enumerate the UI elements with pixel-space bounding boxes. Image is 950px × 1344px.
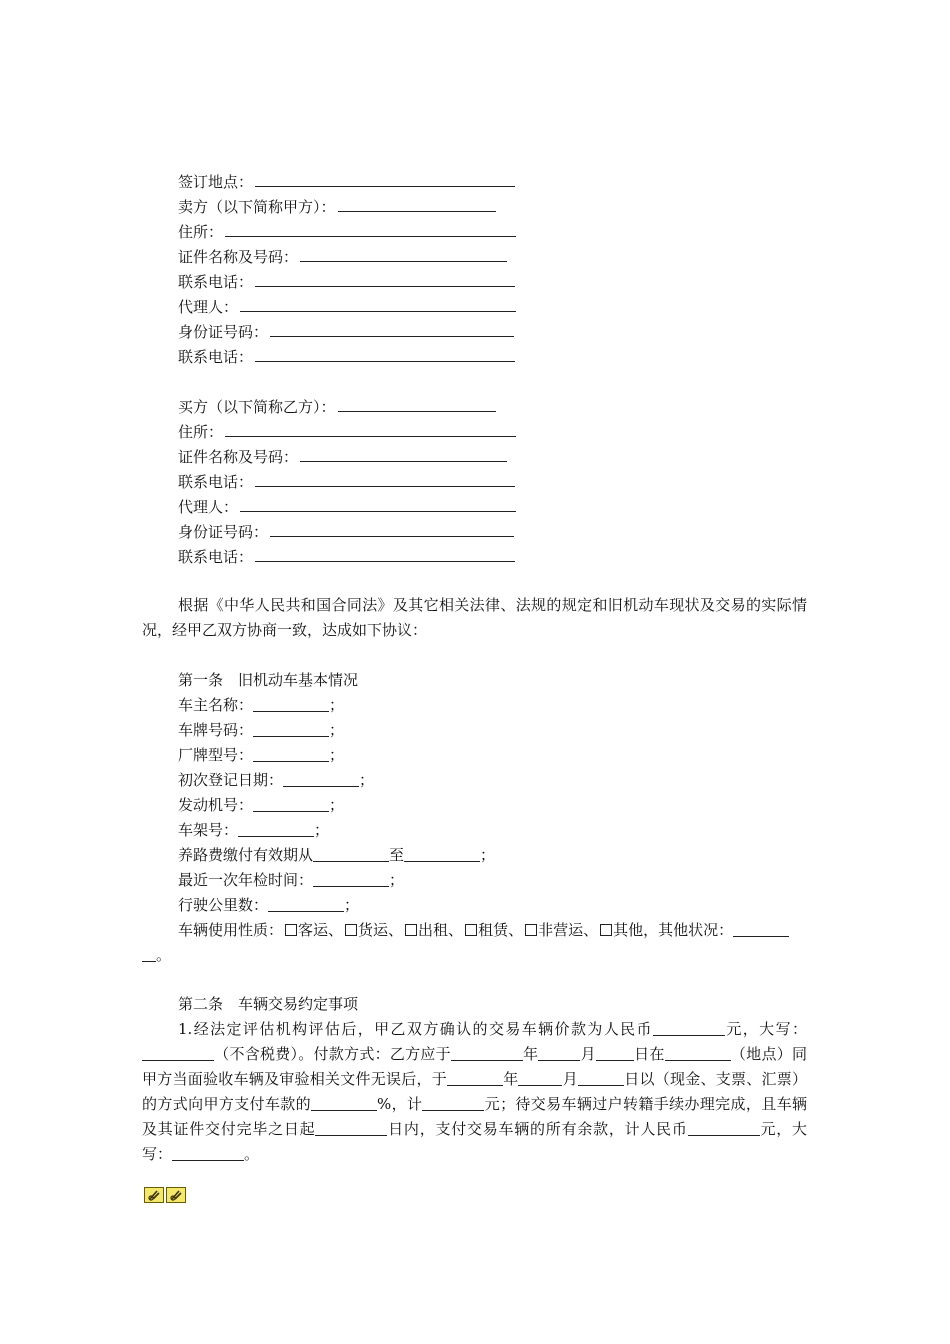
- phone2-a-field[interactable]: [255, 344, 515, 362]
- text-segment: 日内，支付交易车辆的所有余款，计人民币: [387, 1120, 688, 1138]
- balance-field[interactable]: [688, 1119, 760, 1136]
- label-owner: 车主名称：: [178, 696, 254, 714]
- label-id-no-b: 身份证号码：: [178, 523, 269, 541]
- article2-paragraph: [142, 1017, 807, 1167]
- usage-other: 其他，其他状况：: [613, 921, 734, 939]
- pay-year-field[interactable]: [451, 1044, 523, 1061]
- label-usage: 车辆使用性质：: [178, 921, 284, 939]
- price-caps-field[interactable]: [142, 1044, 214, 1061]
- article1-block: [178, 668, 495, 918]
- label-id-no-a: 身份证号码：: [178, 323, 269, 341]
- usage-block: [142, 918, 807, 968]
- usage-end: 。: [156, 946, 172, 964]
- usage-lease: 租赁、: [478, 921, 524, 939]
- text-segment: 1.经法定评估机构评估后，甲乙双方确认的交易车辆价款为人民币: [178, 1020, 653, 1038]
- label-agent-b: 代理人：: [178, 498, 239, 516]
- agent-b-field[interactable]: [240, 494, 516, 512]
- inspection-field[interactable]: [313, 870, 389, 887]
- price-field[interactable]: [653, 1019, 725, 1036]
- usage-passenger: 客运、: [298, 921, 344, 939]
- semicolon: ；: [329, 796, 345, 814]
- label-seller: 卖方（以下简称甲方）：: [178, 198, 336, 216]
- checkbox-non-commercial[interactable]: [525, 924, 537, 936]
- pay-day-field[interactable]: [596, 1044, 634, 1061]
- balance-caps-field[interactable]: [172, 1144, 244, 1161]
- engine-field[interactable]: [253, 795, 329, 812]
- semicolon: ；: [314, 821, 330, 839]
- phone-a-field[interactable]: [255, 269, 515, 287]
- label-mileage: 行驶公里数：: [178, 896, 269, 914]
- seller-field[interactable]: [338, 194, 496, 212]
- semicolon: ；: [359, 771, 375, 789]
- article1-title: 第一条 旧机动车基本情况: [178, 671, 359, 689]
- days-field[interactable]: [315, 1119, 387, 1136]
- label-phone-a: 联系电话：: [178, 273, 254, 291]
- text-segment: 。: [244, 1145, 260, 1163]
- id-doc-b-field[interactable]: [300, 444, 507, 462]
- phone2-b-field[interactable]: [255, 544, 515, 562]
- text-segment: 月: [562, 1070, 578, 1088]
- text-segment: 元；待交易车辆过户转籍手续办理完成，且车辆及其证件交付完毕之日起: [142, 1095, 807, 1138]
- label-road-fee-to: 至: [389, 846, 405, 864]
- label-buyer: 买方（以下简称乙方）：: [178, 398, 336, 416]
- address-a-field[interactable]: [225, 219, 516, 237]
- other-status-field[interactable]: [733, 920, 789, 937]
- mileage-field[interactable]: [268, 895, 344, 912]
- checkbox-taxi[interactable]: [405, 924, 417, 936]
- id-no-a-field[interactable]: [270, 319, 514, 337]
- label-phone2-b: 联系电话：: [178, 548, 254, 566]
- usage-freight: 货运、: [358, 921, 404, 939]
- id-no-b-field[interactable]: [270, 519, 514, 537]
- phone-b-field[interactable]: [255, 469, 515, 487]
- location-field[interactable]: [665, 1044, 731, 1061]
- label-inspection: 最近一次年检时间：: [178, 871, 314, 889]
- nav-next-icon[interactable]: [166, 1187, 186, 1203]
- label-road-fee: 养路费缴付有效期从: [178, 846, 314, 864]
- text-segment: （不含税费）。付款方式：乙方应于: [214, 1045, 451, 1063]
- checkbox-other[interactable]: [600, 924, 612, 936]
- frame-field[interactable]: [238, 820, 314, 837]
- agent-a-field[interactable]: [240, 294, 516, 312]
- text-segment: 日在: [633, 1045, 665, 1063]
- text-segment: 日以（现金、支票、汇票）的方式向甲方支付车款的: [142, 1070, 807, 1113]
- page-nav-icons: [144, 1187, 186, 1203]
- text-segment: 年: [502, 1070, 519, 1088]
- party-a-block: [178, 169, 528, 369]
- article2-title: 第二条 车辆交易约定事项: [178, 995, 359, 1013]
- pay2-year-field[interactable]: [447, 1069, 503, 1086]
- label-phone2-a: 联系电话：: [178, 348, 254, 366]
- label-model: 厂牌型号：: [178, 746, 254, 764]
- semicolon: ；: [329, 721, 345, 739]
- pay-month-field[interactable]: [538, 1044, 580, 1061]
- nav-prev-icon[interactable]: [144, 1187, 164, 1203]
- party-b-block: [178, 394, 528, 569]
- checkbox-freight[interactable]: [345, 924, 357, 936]
- id-doc-a-field[interactable]: [300, 244, 507, 262]
- text-segment: 元，大写：: [724, 1020, 807, 1038]
- plate-field[interactable]: [253, 720, 329, 737]
- text-segment: （地点）同甲方当面验收车辆及审验相关文件无误后，于: [142, 1045, 807, 1088]
- label-address-b: 住所：: [178, 423, 224, 441]
- label-id-doc-a: 证件名称及号码：: [178, 248, 299, 266]
- owner-field[interactable]: [253, 695, 329, 712]
- reg-date-field[interactable]: [283, 770, 359, 787]
- text-segment: 月: [580, 1045, 596, 1063]
- other-status-field-cont[interactable]: [142, 945, 156, 962]
- intro-paragraph: 根据《中华人民共和国合同法》及其它相关法律、法规的规定和旧机动车现状及交易的实际情况，经甲乙双方协商一致，达成如下协议：: [142, 596, 807, 639]
- usage-taxi: 出租、: [418, 921, 464, 939]
- text-segment: 元，大写：: [142, 1120, 807, 1163]
- address-b-field[interactable]: [225, 419, 516, 437]
- checkbox-lease[interactable]: [465, 924, 477, 936]
- text-segment: %，计: [377, 1095, 423, 1113]
- pay2-day-field[interactable]: [578, 1069, 624, 1086]
- checkbox-passenger[interactable]: [285, 924, 297, 936]
- percent-field[interactable]: [311, 1094, 377, 1111]
- label-id-doc-b: 证件名称及号码：: [178, 448, 299, 466]
- label-frame: 车架号：: [178, 821, 239, 839]
- road-fee-to-field[interactable]: [404, 845, 480, 862]
- place-field[interactable]: [255, 169, 515, 187]
- buyer-field[interactable]: [338, 394, 496, 412]
- semicolon: ；: [329, 696, 345, 714]
- model-field[interactable]: [253, 745, 329, 762]
- label-agent-a: 代理人：: [178, 298, 239, 316]
- label-phone-b: 联系电话：: [178, 473, 254, 491]
- label-place: 签订地点：: [178, 173, 254, 191]
- semicolon: ；: [389, 871, 405, 889]
- semicolon: ；: [344, 896, 360, 914]
- amount-field[interactable]: [422, 1094, 484, 1111]
- usage-non-commercial: 非营运、: [538, 921, 599, 939]
- label-address-a: 住所：: [178, 223, 224, 241]
- label-reg-date: 初次登记日期：: [178, 771, 284, 789]
- label-plate: 车牌号码：: [178, 721, 254, 739]
- text-segment: 年: [522, 1045, 539, 1063]
- semicolon: ；: [329, 746, 345, 764]
- label-engine: 发动机号：: [178, 796, 254, 814]
- semicolon: ；: [480, 846, 496, 864]
- pay2-month-field[interactable]: [518, 1069, 562, 1086]
- road-fee-from-field[interactable]: [313, 845, 389, 862]
